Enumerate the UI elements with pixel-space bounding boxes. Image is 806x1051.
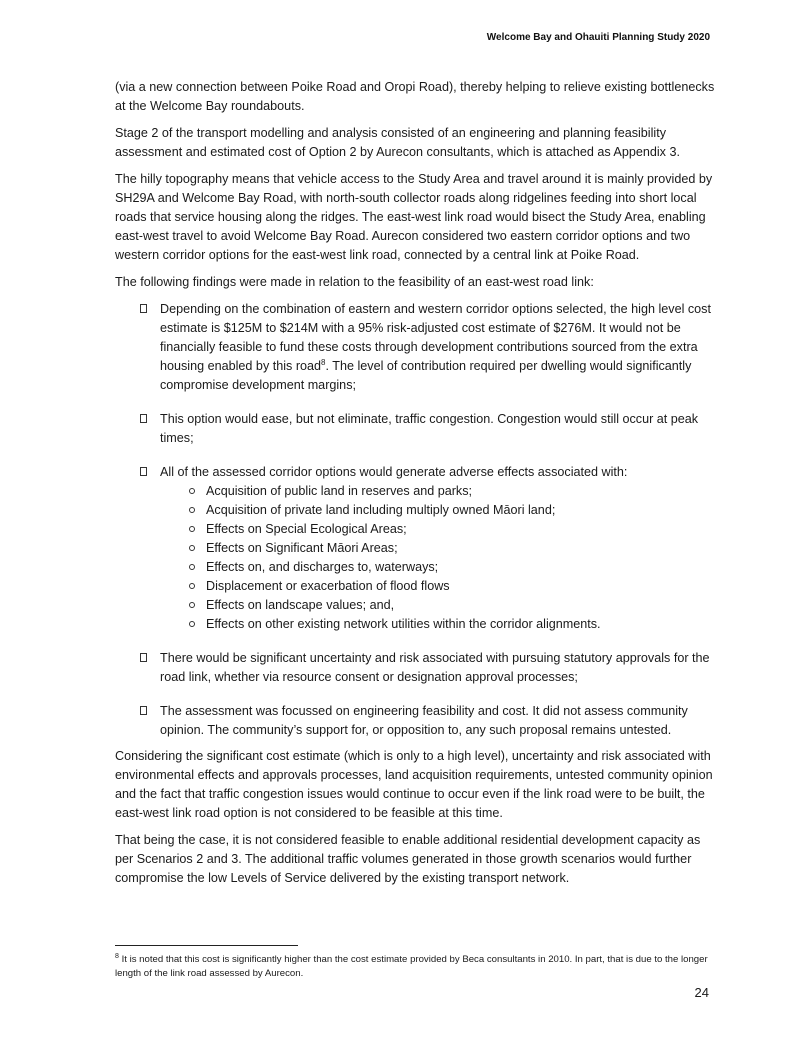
sub-list-item bbox=[160, 539, 715, 558]
sub-item-text: Effects on landscape values; and, bbox=[206, 598, 395, 612]
list-item bbox=[115, 410, 715, 448]
running-header: Welcome Bay and Ohauiti Planning Study 2020 bbox=[486, 32, 710, 43]
paragraph: The following findings were made in relation to the feasibility of an east-west road link: bbox=[115, 275, 594, 289]
bullet-icon bbox=[140, 653, 147, 662]
footnote-separator bbox=[115, 945, 298, 946]
circle-bullet-icon bbox=[189, 526, 195, 532]
list-item bbox=[115, 300, 715, 395]
bullet-icon bbox=[140, 304, 147, 313]
bullet-text: The assessment was focussed on engineering feasibility and cost. It did not assess community opinion. The community’s support for, or opposition to, any such proposal remains untested. bbox=[160, 704, 688, 737]
list-item bbox=[115, 649, 715, 687]
findings-list bbox=[115, 300, 715, 740]
paragraph: Stage 2 of the transport modelling and analysis consisted of an engineering and planning feasibility assessment and estimated cost of Option 2 by Aurecon consultants, which is attached as Appendix 3. bbox=[115, 126, 680, 159]
bullet-icon bbox=[140, 706, 147, 715]
footnote-reference[interactable]: 8 bbox=[321, 357, 326, 367]
sub-item-text: Effects on Significant Māori Areas; bbox=[206, 541, 398, 555]
paragraph: The hilly topography means that vehicle access to the Study Area and travel around it is mainly provided by SH29A and Welcome Bay Road, with north-south collector roads along ridgelines feeding into short local roads that service housing along the ridges. The east-west link road would bisect the Study Area, enabling east-west travel to avoid Welcome Bay Road. Aurecon considered two eastern corridor options and two western corridor options for the east-west link road, connected by a central link at Poike Road. bbox=[115, 172, 713, 262]
body-text bbox=[115, 78, 715, 896]
sub-list-item bbox=[160, 596, 715, 615]
adverse-effects-sublist bbox=[160, 482, 715, 634]
footnote-text: It is noted that this cost is significantly higher than the cost estimate provided by Beca consultants in 2010. In part, that is due to the longer length of the link road assessed by Aurecon. bbox=[115, 954, 708, 979]
paragraph: That being the case, it is not considered feasible to enable additional residential development capacity as per Scenarios 2 and 3. The additional traffic volumes generated in those growth scenarios would further compromise the low Levels of Service delivered by the existing transport network. bbox=[115, 833, 701, 885]
sub-item-text: Acquisition of public land in reserves and parks; bbox=[206, 484, 473, 498]
footnote bbox=[115, 953, 715, 981]
sub-list-item bbox=[160, 520, 715, 539]
circle-bullet-icon bbox=[189, 545, 195, 551]
bullet-text: . The level of contribution required per dwelling would significantly compromise development margins; bbox=[160, 359, 692, 392]
circle-bullet-icon bbox=[189, 621, 195, 627]
sub-item-text: Effects on Special Ecological Areas; bbox=[206, 522, 407, 536]
circle-bullet-icon bbox=[189, 488, 195, 494]
bullet-text: There would be significant uncertainty and risk associated with pursuing statutory approvals for the road link, whether via resource consent or designation approval processes; bbox=[160, 651, 710, 684]
circle-bullet-icon bbox=[189, 602, 195, 608]
bullet-text: All of the assessed corridor options would generate adverse effects associated with: bbox=[160, 465, 628, 479]
sub-item-text: Acquisition of private land including multiply owned Māori land; bbox=[206, 503, 556, 517]
bullet-text: Depending on the combination of eastern and western corridor options selected, the high level cost estimate is $125M to $214M with a 95% risk-adjusted cost estimate of $276M. It would not be financially feasible to fund these costs through development contributions sourced from the extra housing enabled by this road bbox=[160, 302, 711, 373]
paragraph: Considering the significant cost estimate (which is only to a high level), uncertainty and risk associated with environmental effects and approvals processes, land acquisition requirements, untested community opinion and the fact that traffic congestion issues would continue to occur even if the link road were to be built, the east-west link road option is not considered to be feasible at this time. bbox=[115, 749, 713, 820]
sub-list-item bbox=[160, 501, 715, 520]
circle-bullet-icon bbox=[189, 507, 195, 513]
list-item bbox=[115, 463, 715, 634]
circle-bullet-icon bbox=[189, 583, 195, 589]
sub-item-text: Effects on, and discharges to, waterways; bbox=[206, 560, 439, 574]
footnote-number: 8 bbox=[115, 952, 119, 960]
paragraph: (via a new connection between Poike Road and Oropi Road), thereby helping to relieve existing bottlenecks at the Welcome Bay roundabouts. bbox=[115, 80, 715, 113]
bullet-text: This option would ease, but not eliminate, traffic congestion. Congestion would still occur at peak times; bbox=[160, 412, 699, 445]
circle-bullet-icon bbox=[189, 564, 195, 570]
sub-item-text: Displacement or exacerbation of flood flows bbox=[206, 579, 450, 593]
sub-list-item bbox=[160, 577, 715, 596]
sub-item-text: Effects on other existing network utilities within the corridor alignments. bbox=[206, 617, 601, 631]
sub-list-item bbox=[160, 615, 715, 634]
sub-list-item bbox=[160, 558, 715, 577]
sub-list-item bbox=[160, 482, 715, 501]
bullet-icon bbox=[140, 467, 147, 476]
bullet-icon bbox=[140, 414, 147, 423]
list-item bbox=[115, 702, 715, 740]
page-number: 24 bbox=[694, 985, 709, 1000]
